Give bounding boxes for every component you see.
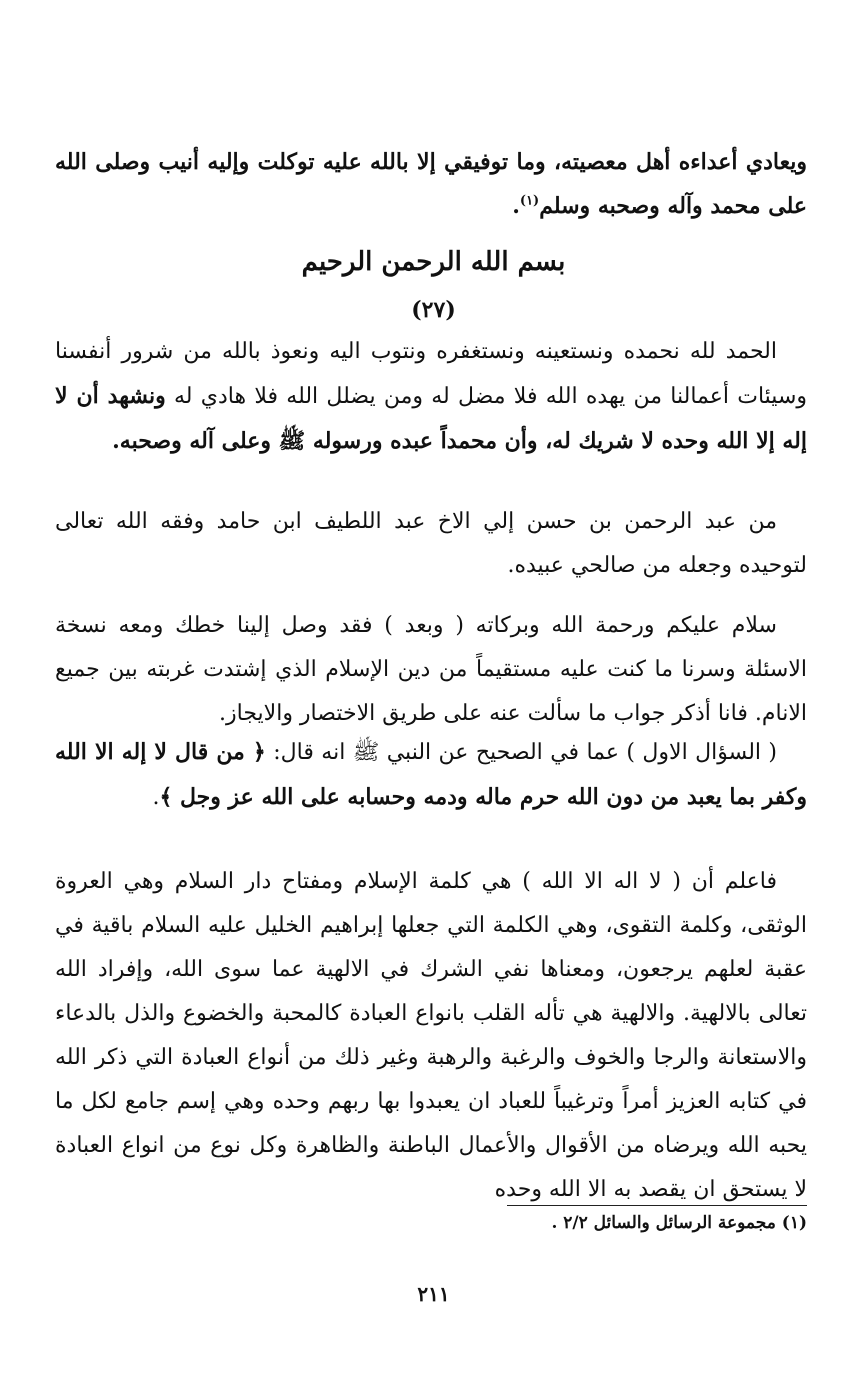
letter-number: (٢٧) bbox=[411, 297, 456, 323]
greeting-paragraph bbox=[55, 604, 807, 736]
question-one-intro: ( السؤال الاول ) عما في الصحيح عن النبي ﷺ انه قال: bbox=[273, 740, 778, 765]
greeting-text: سلام عليكم ورحمة الله وبركاته ( وبعد ) فقد وصل إلينا خطك ومعه نسخة الاسئلة وسرنا ما كنت عليه مستقيماً من دين الإسلام الذي إشتدت غربته بين جميع الانام. فانا أذكر جواب ما سألت عنه على طريق الاختصار والايجاز. bbox=[55, 613, 807, 726]
basmala-heading: بسم الله الرحمن الرحيم bbox=[301, 247, 566, 277]
footnote: (١) مجموعة الرسائل والسائل ٢/٢ . bbox=[551, 1213, 807, 1233]
footnote-divider bbox=[507, 1205, 807, 1206]
page-number: ٢١١ bbox=[417, 1282, 450, 1306]
intro-text: ويعادي أعداءه أهل معصيته، وما توفيقي إلا بالله عليه توكلت وإليه أنيب وصلى الله على محمد وآله وصحبه وسلم bbox=[55, 149, 807, 219]
praise-paragraph bbox=[55, 330, 807, 464]
question-one-end: . bbox=[152, 785, 160, 810]
intro-end: . bbox=[512, 193, 520, 219]
hadith-quote: ﴿ من قال لا إله الا الله وكفر بما يعبد من دون الله حرم ماله ودمه وحسابه على الله عز وجل ﴾ bbox=[55, 739, 807, 810]
answer-paragraph bbox=[55, 860, 807, 1212]
address-text: من عبد الرحمن بن حسن إلي الاخ عبد اللطيف ابن حامد وفقه الله تعالى لتوحيده وجعله من صالحي عبيده. bbox=[55, 509, 807, 578]
intro-paragraph bbox=[55, 140, 807, 228]
answer-text: فاعلم أن ( لا اله الا الله ) هي كلمة الإسلام ومفتاح دار السلام وهي العروة الوثقى، وكلمة التقوى، وهي الكلمة التي جعلها إبراهيم الخليل عليه السلام باقية في عقبة لعلهم يرجعون، ومعناها نفي الشرك في الالهية عما سوى الله، وإفراد الله تعالى بالالهية. والالهية هي تأله القلب بانواع العبادة كالمحبة والخضوع والذل بالدعاء والاستعانة والرجا والخوف والرغبة والرهبة وغير ذلك من أنواع العبادة التي ذكر الله في كتابه العزيز أمراً وترغيباً للعباد ان يعبدوا بها ربهم وحده وهي إسم جامع لكل ما يحبه الله ويرضاه من الأقوال والأعمال الباطنة والظاهرة وكل نوع من انواع العبادة لا يستحق ان يقصد به الا الله وحده bbox=[55, 869, 807, 1202]
question-one-paragraph bbox=[55, 730, 807, 820]
address-paragraph bbox=[55, 500, 807, 588]
shahada-text: ونشهد أن لا إله إلا الله وحده لا شريك له، وأن محمداً عبده ورسوله ﷺ وعلى آله وصحبه. bbox=[55, 383, 807, 454]
praise-text: الحمد لله نحمده ونستعينه ونستغفره ونتوب اليه ونعوذ بالله من شرور أنفسنا وسيئات أعمالنا من يهده الله فلا مضل له ومن يضلل الله فلا هادي له bbox=[55, 339, 807, 409]
footnote-marker: (١) bbox=[519, 193, 540, 209]
